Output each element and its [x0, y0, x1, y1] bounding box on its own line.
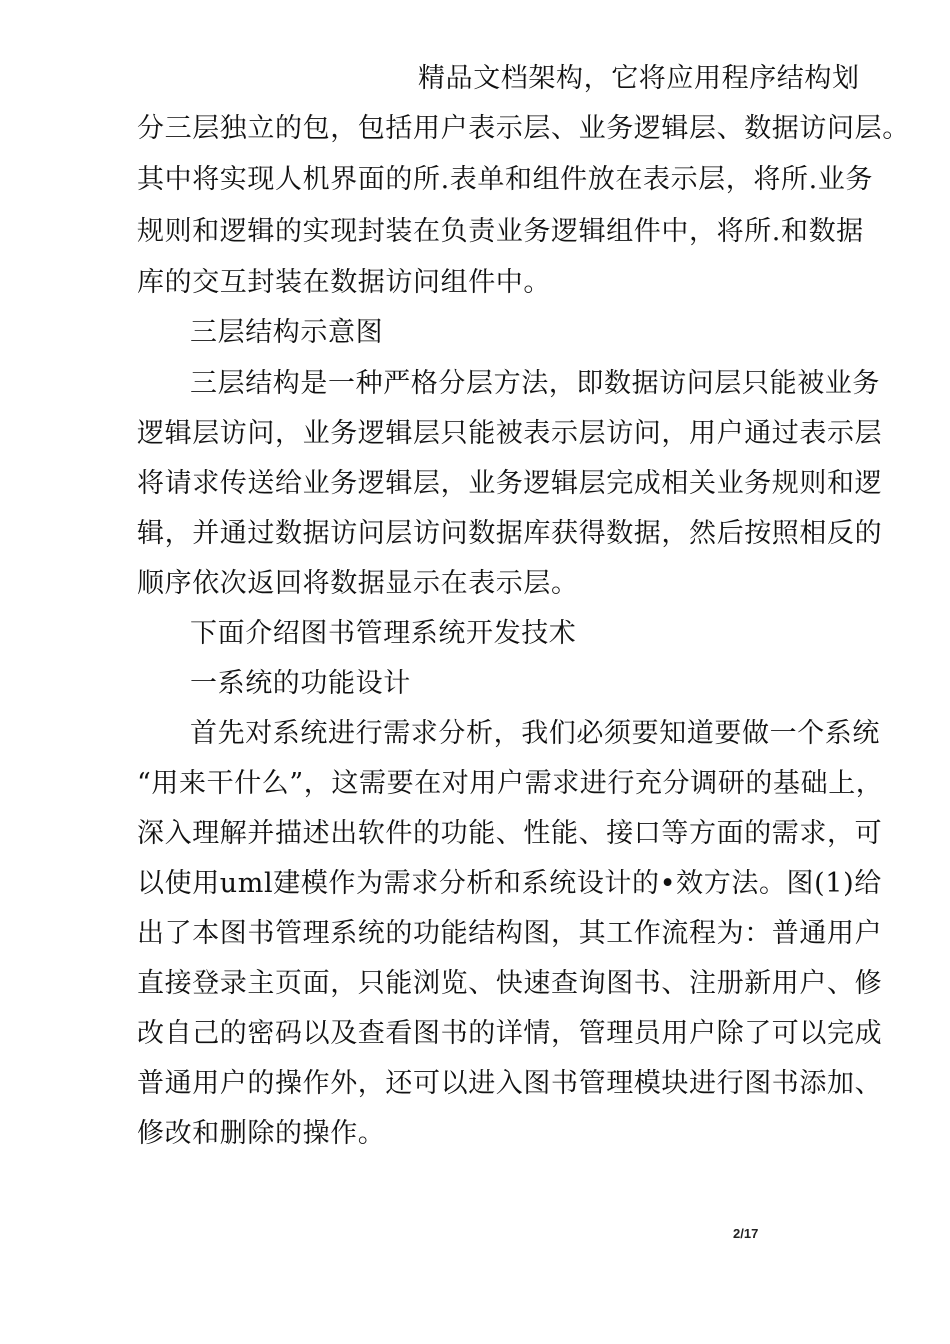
text-line: 其中将实现人机界面的所.表单和组件放在表示层，将所.业务 — [137, 164, 873, 195]
text-line: 顺序依次返回将数据显示在表示层。 — [137, 568, 579, 599]
text-line: 库的交互封装在数据访问组件中。 — [137, 267, 551, 298]
page-number: 2/17 — [733, 1226, 759, 1241]
text-line: 辑，并通过数据访问层访问数据库获得数据，然后按照相反的 — [137, 518, 883, 549]
header-line: 精品文档架构，它将应用程序结构划 — [418, 63, 860, 94]
text-line: 以使用uml建模作为需求分析和系统设计的•效方法。图(1)给 — [137, 868, 882, 899]
text-line: 三层结构是一种严格分层方法，即数据访问层只能被业务 — [190, 368, 880, 399]
text-line: 直接登录主页面，只能浏览、快速查询图书、注册新用户、修 — [137, 968, 883, 999]
text-line: 规则和逻辑的实现封装在负责业务逻辑组件中，将所.和数据 — [137, 216, 864, 247]
text-line: 修改和删除的操作。 — [137, 1118, 386, 1149]
text-line: 普通用户的操作外，还可以进入图书管理模块进行图书添加、 — [137, 1068, 883, 1099]
text-line: 分三层独立的包，包括用户表示层、业务逻辑层、数据访问层。 — [137, 113, 910, 144]
text-line: 将请求传送给业务逻辑层，业务逻辑层完成相关业务规则和逻 — [137, 468, 883, 499]
section-intro: 下面介绍图书管理系统开发技术 — [190, 618, 577, 649]
text-line: 首先对系统进行需求分析，我们必须要知道要做一个系统 — [190, 718, 880, 749]
text-line: “用来干什么”，这需要在对用户需求进行充分调研的基础上， — [137, 768, 884, 799]
section-heading: 一系统的功能设计 — [190, 668, 411, 699]
text-line: 出了本图书管理系统的功能结构图，其工作流程为：普通用户 — [137, 918, 883, 949]
text-line: 深入理解并描述出软件的功能、性能、接口等方面的需求，可 — [137, 818, 883, 849]
text-line: 逻辑层访问，业务逻辑层只能被表示层访问，用户通过表示层 — [137, 418, 883, 449]
figure-caption: 三层结构示意图 — [190, 317, 384, 348]
text-line: 改自己的密码以及查看图书的详情，管理员用户除了可以完成 — [137, 1018, 883, 1049]
